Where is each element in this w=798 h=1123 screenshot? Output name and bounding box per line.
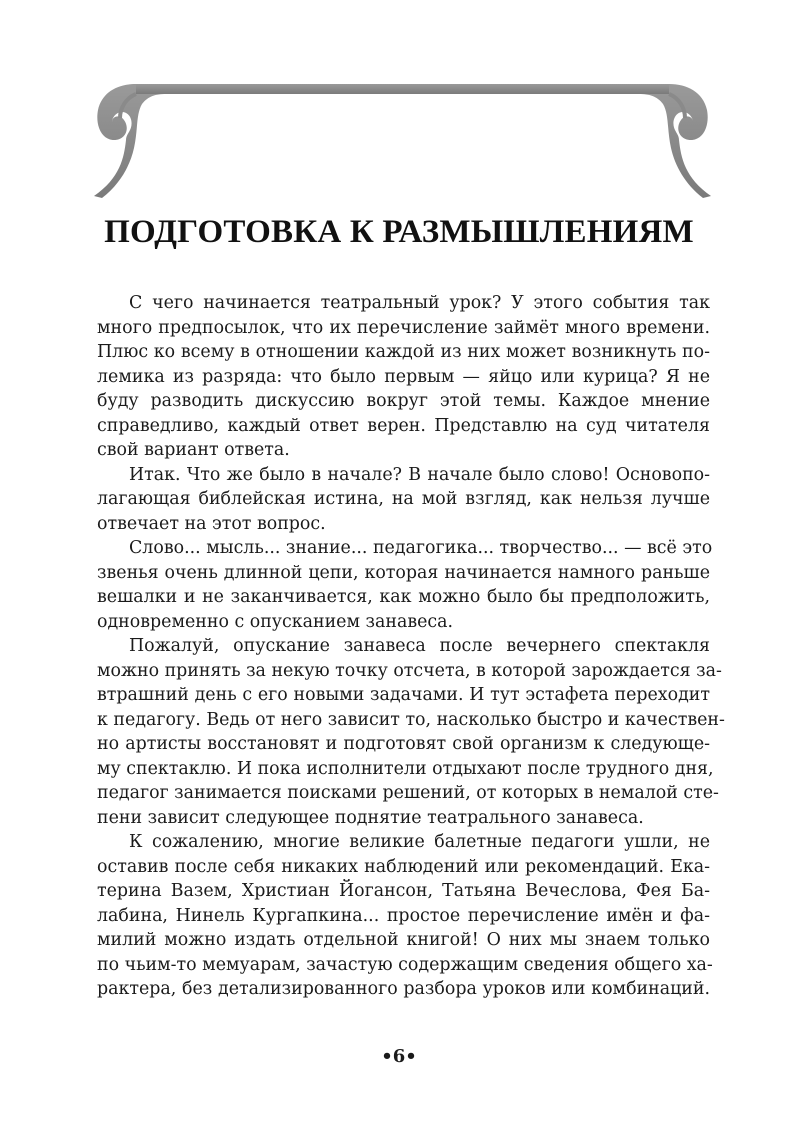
- text-line: Слово... мысль... знание... педагогика... творчество... — всё это: [129, 538, 713, 558]
- text-line: втрашний день с его новыми задачами. И тут эстафета переходит: [97, 685, 710, 705]
- paragraph: [97, 830, 713, 1002]
- text-line: справедливо, каждый ответ верен. Представлю на суд читателя: [97, 415, 710, 436]
- text-line: педагог занимается поисками решений, от которых в немалой сте-: [97, 783, 719, 803]
- text-line: К сожалению, многие великие балетные педагоги ушли, не: [129, 832, 710, 852]
- text-line: лабина, Нинель Кургапкина... простое перечисление имён и фа-: [97, 905, 710, 926]
- paragraph: [97, 291, 710, 463]
- text-line: буду разводить дискуссию вокруг этой темы. Каждое мнение: [97, 391, 710, 411]
- text-line: Пожалуй, опускание занавеса после вечернего спектакля: [129, 636, 710, 656]
- text-line: Плюс ко всему в отношении каждой из них может возникнуть по-: [97, 342, 710, 362]
- text-line: отвечает на этот вопрос.: [97, 513, 326, 534]
- text-line: С чего начинается театральный урок? У этого события так: [129, 293, 710, 313]
- chapter-title: ПОДГОТОВКА К РАЗМЫШЛЕНИЯМ: [104, 214, 694, 250]
- paragraph: [97, 463, 710, 537]
- text-line: милий можно издать отдельной книгой! О них мы знаем только: [97, 930, 710, 950]
- text-line: много предпосылок, что их перечисление займёт много времени.: [97, 317, 710, 338]
- text-line: Итак. Что же было в начале? В начале было слово! Основопо-: [129, 464, 710, 485]
- text-line: но артисты восстановят и подготовят свой организм к следующе-: [97, 734, 710, 754]
- paragraph: [97, 634, 725, 830]
- text-line: лемика из разряда: что было первым — яйцо или курица? Я не: [97, 366, 710, 387]
- body-text: [97, 291, 725, 1002]
- page-number: •6•: [381, 1046, 417, 1067]
- text-line: к педагогу. Ведь от него зависит то, насколько быстро и качествен-: [97, 709, 725, 730]
- text-line: вешалки и не заканчивается, как можно было бы предположить,: [97, 587, 710, 607]
- text-line: по чьим-то мемуарам, зачастую содержащим сведения общего ха-: [97, 954, 713, 975]
- text-line: рактера, без детализированного разбора уроков или комбинаций.: [97, 979, 710, 999]
- text-line: терина Вазем, Христиан Йогансон, Татьяна Вечеслова, Фея Ба-: [97, 881, 710, 901]
- text-line: свой вариант ответа.: [97, 440, 290, 460]
- text-line: звенья очень длинной цепи, которая начинается намного раньше: [97, 562, 710, 583]
- art-nouveau-frame-ornament-icon: [90, 78, 715, 200]
- text-line: можно принять за некую точку отсчета, в которой зарождается за-: [97, 660, 722, 681]
- text-line: му спектаклю. И пока исполнители отдыхают после трудного дня,: [97, 758, 714, 779]
- text-line: пени зависит следующее поднятие театрального занавеса.: [97, 807, 644, 828]
- text-line: одновременно с опусканием занавеса.: [97, 611, 454, 632]
- text-line: лагающая библейская истина, на мой взгляд, как нельзя лучше: [97, 489, 710, 509]
- text-line: оставив после себя никаких наблюдений или рекомендаций. Ека-: [97, 856, 710, 877]
- paragraph: [97, 536, 713, 634]
